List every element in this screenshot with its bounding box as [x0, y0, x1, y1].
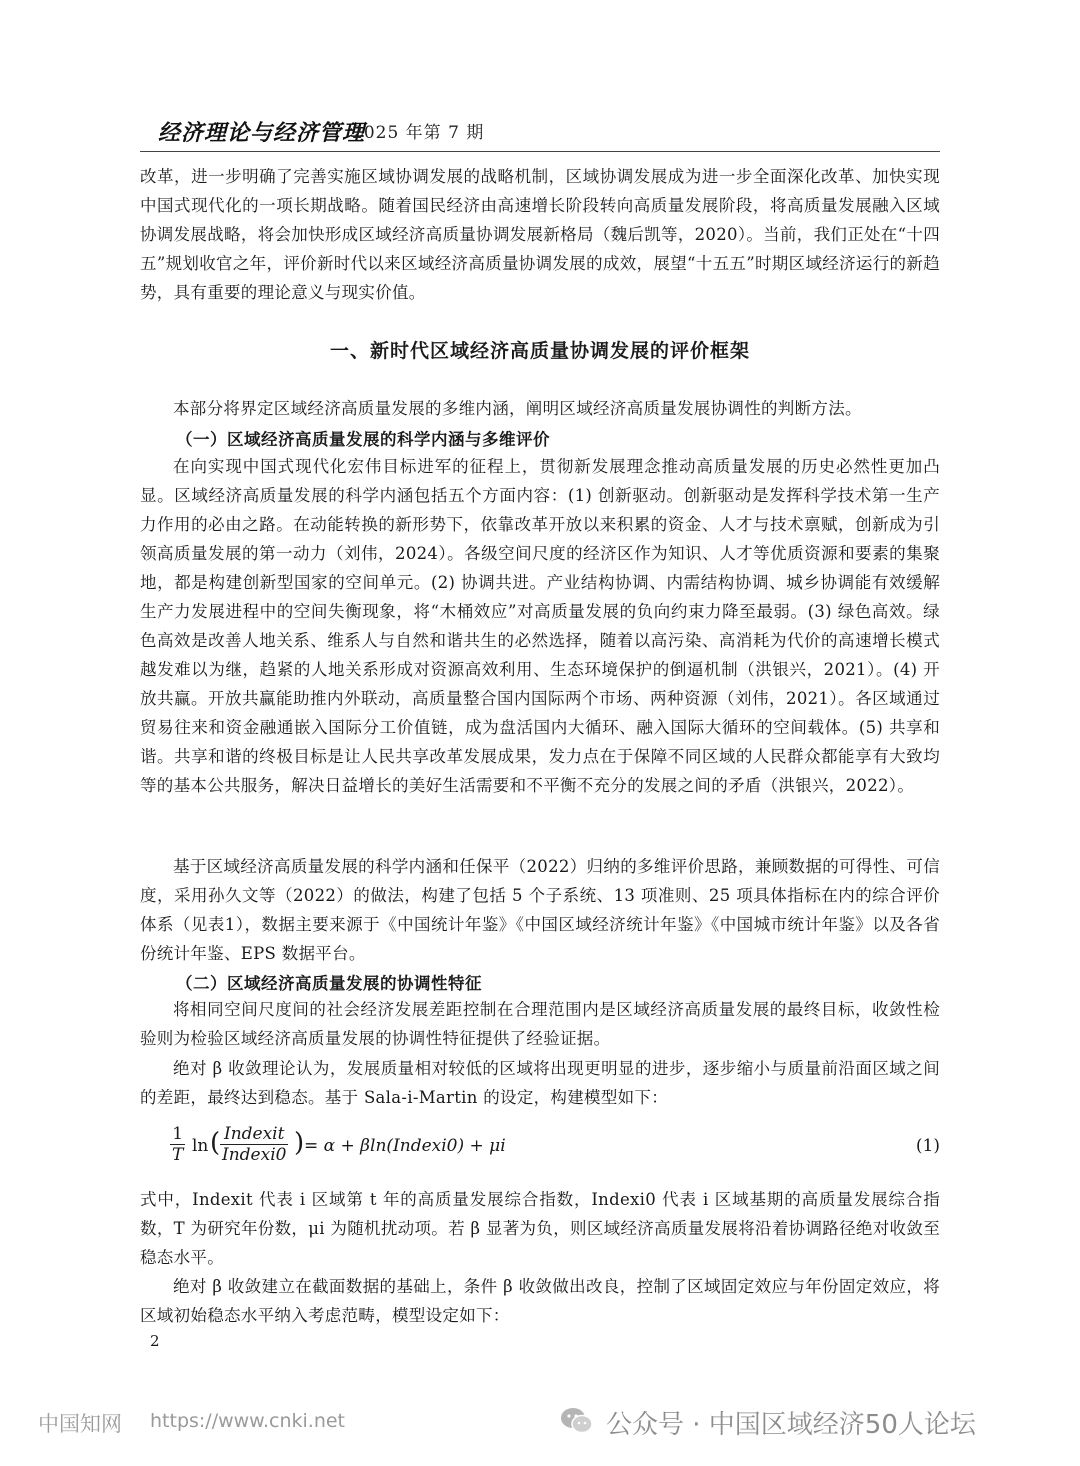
cnki-url[interactable]: https://www.cnki.net — [150, 1410, 346, 1432]
equation-1 — [170, 1124, 940, 1172]
fraction-index-ratio — [220, 1124, 288, 1165]
issue-label: 2025 年第 7 期 — [352, 123, 485, 143]
last-paragraph: 绝对 β 收敛建立在截面数据的基础上，条件 β 收敛做出改良，控制了区域固定效应与年份固定效应，将区域初始稳态水平纳入考虑范畴，模型设定如下： — [140, 1277, 940, 1325]
journal-name: 经济理论与经济管理 — [158, 120, 366, 146]
frac-numerator: 1 — [172, 1124, 184, 1144]
header-rule — [140, 151, 940, 152]
frac-denominator: T — [172, 1145, 184, 1165]
running-header — [140, 112, 940, 146]
subsection-1-paragraph-1: 在向实现中国式现代化宏伟目标进军的征程上，贯彻新发展理念推动高质量发展的历史必然性更加凸显。区域经济高质量发展的科学内涵包括五个方面内容：(1) 创新驱动。创新驱动是发挥科学技术第一生产力作用的必由之路。在动能转换的新形势下，依靠改革开放以来积累的资金、人才与技术禀赋，创新成为引领高质量发展的第一动力（刘伟，2024）。各级空间尺度的经济区作为知识、人才等优质资源和要素的集聚地，都是构建创新型国家的空间单元。(2) 协调共进。产业结构协调、内需结构协调、城乡协调能有效缓解生产力发展进程中的空间失衡现象，将“木桶效应”对高质量发展的负向约束力降至最弱。(3) 绿色高效。绿色高效是改善人地关系、维系人与自然和谐共生的必然选择，随着以高污染、高消耗为代价的高速增长模式越发难以为继，趋紧的人地关系形成对资源高效利用、生态环境保护的倒逼机制（洪银兴，2021）。(4) 开放共赢。开放共赢能助推内外联动，高质量整合国内国际两个市场、两种资源（刘伟，2021）。各区域通过贸易往来和资金融通嵌入国际分工价值链，成为盘活国内大循环、融入国际大循环的空间载体。(5) 共享和谐。共享和谐的终极目标是让人民共享改革发展成果，发力点在于保障不同区域的人民群众都能享有大致均等的基本公共服务，解决日益增长的美好生活需要和不平衡不充分的发展之间的矛盾（洪银兴，2022）。 — [140, 457, 940, 795]
cnki-brand: 中国知网 — [38, 1412, 122, 1436]
equation-explanation: 式中，Indexit 代表 i 区域第 t 年的高质量发展综合指数，Indexi0 代表 i 区域基期的高质量发展综合指数，T 为研究年份数，μi 为随机扰动项。若 β 显著为负，则区域经济高质量发展将沿着协调路径绝对收敛至稳态水平。 — [140, 1190, 940, 1267]
intro-paragraph: 改革，进一步明确了完善实施区域协调发展的战略机制，区域协调发展成为进一步全面深化改革、加快实现中国式现代化的一项长期战略。随着国民经济由高速增长阶段转向高质量发展阶段，将高质量发展融入区域协调发展战略，将会加快形成区域经济高质量协调发展新格局（魏后凯等，2020）。当前，我们正处在“十四五”规划收官之年，评价新时代以来区域经济高质量协调发展的成效，展望“十五五”时期区域经济运行的新趋势，具有重要的理论意义与现实价值。 — [140, 167, 940, 302]
wechat-icon — [560, 1406, 594, 1436]
equation-number: (1) — [915, 1136, 940, 1156]
section-title: 一、新时代区域经济高质量协调发展的评价框架 — [329, 340, 750, 362]
wechat-account-label: 公众号 · 中国区域经济50人论坛 — [606, 1410, 976, 1440]
page-number: 2 — [150, 1332, 160, 1350]
paren-open: ( — [210, 1128, 221, 1158]
section-lead: 本部分将界定区域经济高质量发展的多维内涵，阐明区域经济高质量发展协调性的判断方法。 — [173, 399, 862, 418]
paren-close: ) — [294, 1128, 305, 1158]
ratio-denominator: Indexi0 — [222, 1145, 287, 1165]
watermark-footer — [0, 1400, 1080, 1450]
subsection-2-paragraph-1: 将相同空间尺度间的社会经济发展差距控制在合理范围内是区域经济高质量发展的最终目标，收敛性检验则为检验区域经济高质量发展的协调性特征提供了经验证据。 — [140, 1000, 940, 1048]
ln-operator: ln — [192, 1136, 209, 1156]
equation-rhs: = α + βln(Indexi0) + μi — [304, 1136, 506, 1156]
fraction-1-over-t — [170, 1124, 185, 1165]
subsection-2-title: （二）区域经济高质量发展的协调性特征 — [176, 974, 482, 993]
subsection-1-title: （一）区域经济高质量发展的科学内涵与多维评价 — [176, 430, 550, 449]
ratio-numerator: Indexit — [223, 1124, 285, 1144]
subsection-1-paragraph-2: 基于区域经济高质量发展的科学内涵和任保平（2022）归纳的多维评价思路，兼顾数据的可得性、可信度，采用孙久文等（2022）的做法，构建了包括 5 个子系统、13 项准则、25 项具体指标在内的综合评价体系（见表1），数据主要来源于《中国统计年鉴》《中国区域经济统计年鉴》《中国城市统计年鉴》以及各省份统计年鉴、EPS 数据平台。 — [140, 857, 940, 963]
subsection-2-paragraph-2: 绝对 β 收敛理论认为，发展质量相对较低的区域将出现更明显的进步，逐步缩小与质量前沿面区域之间的差距，最终达到稳态。基于 Sala-i-Martin 的设定，构建模型如下： — [140, 1059, 940, 1107]
